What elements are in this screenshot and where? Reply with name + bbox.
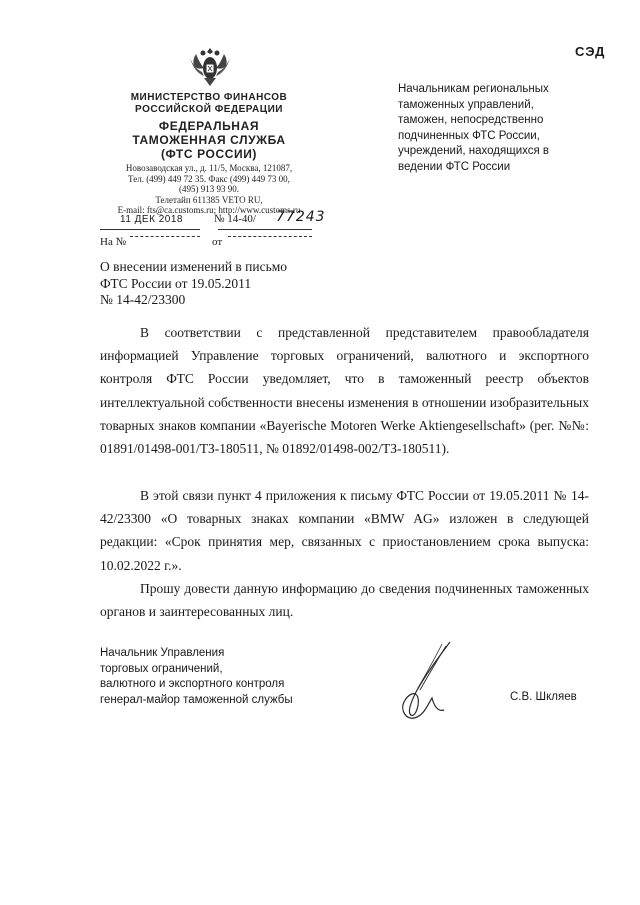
addressee-line: таможен, непосредственно	[398, 114, 544, 126]
signer-position-line: генерал-майор таможенной службы	[100, 693, 293, 706]
service-name	[100, 119, 318, 161]
subject-line: О внесении изменений в письмо	[100, 259, 288, 274]
service-line: (ФТС РОССИИ)	[160, 147, 258, 161]
reference-date-blank	[228, 236, 312, 237]
number-underline	[218, 229, 312, 230]
signer-position-line: валютного и экспортного контроля	[100, 678, 285, 690]
coat-of-arms-icon	[186, 44, 234, 90]
contact-line: Тел. (499) 449 72 35. Факс (499) 449 73 00,	[128, 173, 290, 184]
contact-line: (495) 913 93 90.	[179, 184, 239, 194]
addressee-line: ведении ФТС России	[398, 160, 511, 173]
registration-number-prefix: № 14-40/	[214, 213, 256, 225]
ministry-line: МИНИСТЕРСТВО ФИНАНСОВ	[130, 92, 288, 103]
registration-number-handwritten: 77243	[276, 209, 326, 225]
subject-block	[100, 259, 360, 309]
sed-mark: СЭД	[575, 44, 606, 59]
body-paragraph-2: В этой связи пункт 4 приложения к письму ФТС России от 19.05.2011 № 14-42/23300 «О товарных знаках компании «BMW AG» изложен в следующей редакции: «Срок принятия мер, связанных с приостановлением срока выпуска: 10.02.2022 г.».	[100, 488, 589, 573]
signer-position-line: Начальник Управления	[100, 647, 225, 659]
reference-label: На №	[100, 236, 127, 248]
date-underline	[100, 229, 200, 230]
addressee-block	[398, 82, 588, 175]
signer-name: С.В. Шкляев	[510, 691, 577, 703]
ministry-line: РОССИЙСКОЙ ФЕДЕРАЦИИ	[135, 104, 283, 115]
service-line: ТАМОЖЕННАЯ СЛУЖБА	[132, 133, 286, 147]
handwritten-signature	[398, 640, 454, 724]
service-line: ФЕДЕРАЛЬНАЯ	[158, 119, 260, 133]
subject-line: ФТС России от 19.05.2011	[100, 275, 252, 291]
reference-from-label: от	[212, 236, 223, 248]
contact-line: Новозаводская ул., д. 11/5, Москва, 121087,	[125, 163, 293, 173]
registration-date: 11 ДЕК 2018	[120, 214, 183, 225]
contact-line: Телетайп 611385 VETO RU,	[155, 194, 263, 205]
addressee-line: таможенных управлений,	[398, 98, 534, 111]
addressee-line: Начальникам региональных	[398, 83, 549, 95]
signer-position-line: торговых ограничений,	[100, 662, 223, 675]
addressee-line: подчиненных ФТС России,	[398, 129, 540, 142]
body-paragraph-3: Прошу довести данную информацию до сведения подчиненных таможенных органов и заинтересованных лиц.	[100, 581, 589, 620]
body-paragraph-1: В соответствии с представленной представителем правообладателя информацией Управление торговых ограничений, валютного и экспортного контроля ФТС России уведомляет, что в таможенный реестр объектов интеллектуальной собственности внесены изменения в отношении изобразительных товарных знаков компании «Bayerische Motoren Werke Aktiengesellschaft» (рег. №№: 01891/01498-001/ТЗ-180511, № 01892/01498-002/ТЗ-180511).	[100, 325, 589, 457]
addressee-line: учреждений, находящихся в	[398, 145, 550, 157]
reference-blank	[130, 236, 200, 237]
signer-position	[100, 646, 350, 708]
subject-line: № 14-42/23300	[100, 292, 186, 307]
ministry-name	[100, 92, 318, 116]
contact-line: E-mail: fts@ca.customs.ru; http://www.customs.ru	[117, 205, 301, 215]
contact-block	[100, 163, 318, 216]
